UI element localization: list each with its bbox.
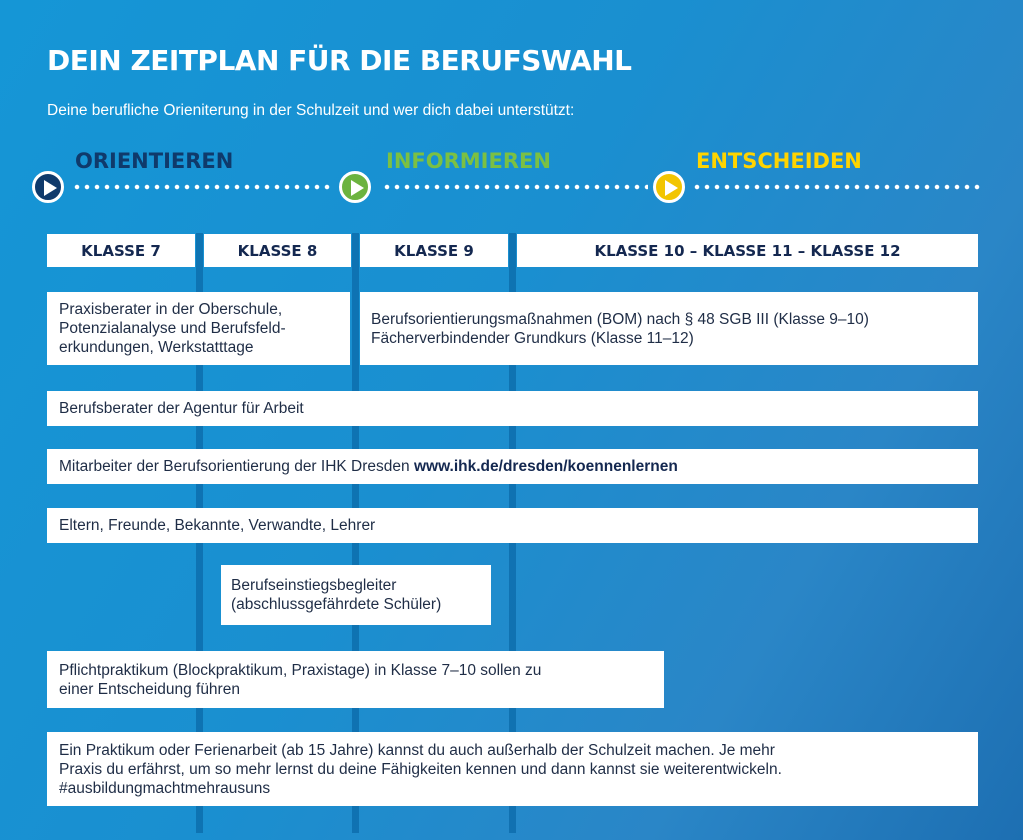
ihk-link[interactable]: www.ihk.de/dresden/koennenlernen <box>413 458 678 475</box>
pflichtpraktikum-line-1: Pflichtpraktikum (Blockpraktikum, Praxistage) in Klasse 7–10 sollen zu <box>59 661 542 679</box>
play-icon-entscheiden <box>653 171 685 203</box>
column-header-klasse-10-12: KLASSE 10 – KLASSE 11 – KLASSE 12 <box>517 234 978 267</box>
bom-box <box>360 292 978 365</box>
page-subtitle: Deine berufliche Orieniterung in der Schulzeit und wer dich dabei unterstützt: <box>47 102 575 119</box>
berufsberater-box <box>47 391 978 426</box>
bom-line-2: Fächerverbindender Grundkurs (Klasse 11–12) <box>371 329 694 347</box>
column-header-klasse-9: KLASSE 9 <box>360 234 508 267</box>
bom-line-1: Berufsorientierungsmaßnahmen (BOM) nach § 48 SGB III (Klasse 9–10) <box>371 310 869 328</box>
timeline-dots-3 <box>692 184 982 190</box>
phase-label-orientieren: ORIENTIEREN <box>75 149 234 173</box>
praktikum-box <box>47 732 978 806</box>
pflichtpraktikum-line-2: einer Entscheidung führen <box>59 680 240 698</box>
phase-label-entscheiden: ENTSCHEIDEN <box>696 149 862 173</box>
ihk-box <box>47 449 978 484</box>
timeline-dots-1 <box>72 184 334 190</box>
ihk-text: Mitarbeiter der Berufsorientierung der IHK Dresden <box>59 458 410 475</box>
play-icon-informieren <box>339 171 371 203</box>
berufseinstieg-line-1: Berufseinstiegsbegleiter <box>231 577 397 594</box>
praxisberater-line-1: Praxisberater in der Oberschule, <box>59 301 283 318</box>
praxisberater-line-2: Potenzialanalyse und Berufsfeld- <box>59 320 286 337</box>
berufseinstieg-box <box>221 565 491 625</box>
eltern-text: Eltern, Freunde, Bekannte, Verwandte, Lehrer <box>59 517 376 534</box>
column-header-klasse-8: KLASSE 8 <box>204 234 351 267</box>
praxisberater-box <box>47 292 350 365</box>
praktikum-line-2: Praxis du erfährst, um so mehr lernst du deine Fähigkeiten kennen und dann kannst sie weiterentwickeln. <box>59 760 782 778</box>
hashtag: #ausbildungmachtmehrausuns <box>59 779 271 797</box>
page-title: DEIN ZEITPLAN FÜR DIE BERUFSWAHL <box>47 44 632 77</box>
timeline-dots-2 <box>382 184 648 190</box>
play-icon-orientieren <box>32 171 64 203</box>
pflichtpraktikum-box <box>47 651 664 708</box>
ihk-line <box>59 457 966 476</box>
praktikum-line-1: Ein Praktikum oder Ferienarbeit (ab 15 Jahre) kannst du auch außerhalb der Schulzeit machen. Je mehr <box>59 741 775 759</box>
column-header-klasse-7: KLASSE 7 <box>47 234 195 267</box>
berufseinstieg-line-2: (abschlussgefährdete Schüler) <box>231 596 442 613</box>
berufsberater-text: Berufsberater der Agentur für Arbeit <box>59 400 304 417</box>
praxisberater-line-3: erkundungen, Werkstatttage <box>59 339 254 356</box>
eltern-box <box>47 508 978 543</box>
phase-label-informieren: INFORMIEREN <box>386 149 551 173</box>
